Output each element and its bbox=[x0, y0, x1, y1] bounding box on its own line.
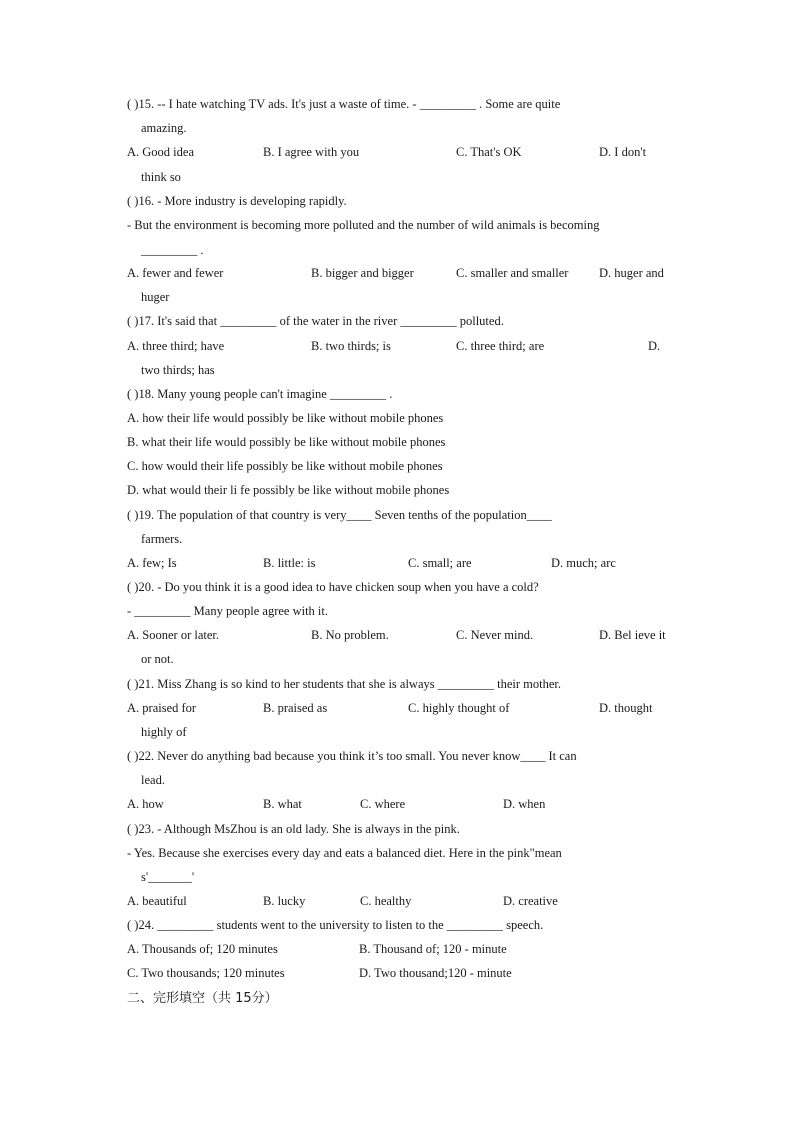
q22-option-b: B. what bbox=[263, 797, 302, 811]
q20-option-c: C. Never mind. bbox=[456, 628, 534, 642]
q22-stem: ( )22. Never do anything bad because you think it’s too small. You never know____ It can bbox=[127, 749, 577, 763]
q19-option-b: B. little: is bbox=[263, 556, 316, 570]
q21-option-d: D. thought bbox=[599, 701, 653, 715]
q24-option-a: A. Thousands of; 120 minutes bbox=[127, 942, 278, 956]
q20-option-d-cont: or not. bbox=[141, 652, 174, 666]
q15-option-d: D. I don't bbox=[599, 145, 647, 159]
q24-option-c: C. Two thousands; 120 minutes bbox=[127, 966, 285, 980]
q19-option-d: D. much; arc bbox=[551, 556, 616, 570]
q17-option-c: C. three third; are bbox=[456, 339, 545, 353]
q20-option-a: A. Sooner or later. bbox=[127, 628, 219, 642]
q21-option-d-cont: highly of bbox=[141, 725, 187, 739]
q22-option-c: C. where bbox=[360, 797, 406, 811]
q18-option-c: C. how would their life possibly be like without mobile phones bbox=[127, 459, 443, 473]
q21-option-b: B. praised as bbox=[263, 701, 328, 715]
q20-option-d: D. Bel ieve it bbox=[599, 628, 666, 642]
q16-stem-2: - But the environment is becoming more polluted and the number of wild animals is becoming bbox=[127, 218, 600, 232]
q16-option-d-cont: huger bbox=[141, 290, 170, 304]
q15-option-d-cont: think so bbox=[141, 170, 181, 184]
q18-option-d: D. what would their li fe possibly be like without mobile phones bbox=[127, 483, 450, 497]
q24-stem: ( )24. _________ students went to the university to listen to the _________ speech. bbox=[127, 918, 544, 932]
section-heading-cloze: 二、完形填空（共 15分） bbox=[127, 991, 278, 1006]
q21-option-a: A. praised for bbox=[127, 701, 197, 715]
q19-option-a: A. few; Is bbox=[127, 556, 177, 570]
q15-option-b: B. I agree with you bbox=[263, 145, 360, 159]
q16-option-d: D. huger and bbox=[599, 266, 664, 280]
q16-option-b: B. bigger and bigger bbox=[311, 266, 414, 280]
q22-stem-cont: lead. bbox=[141, 773, 165, 787]
q23-stem-2: - Yes. Because she exercises every day and eats a balanced diet. Here in the pink"mean bbox=[127, 846, 562, 860]
q16-option-c: C. smaller and smaller bbox=[456, 266, 569, 280]
q19-stem-cont: farmers. bbox=[141, 532, 183, 546]
q17-option-d-cont: two thirds; has bbox=[141, 363, 215, 377]
q23-option-a: A. beautiful bbox=[127, 894, 187, 908]
q23-option-b: B. lucky bbox=[263, 894, 306, 908]
q24-option-d: D. Two thousand;120 - minute bbox=[359, 966, 512, 980]
q22-option-d: D. when bbox=[503, 797, 546, 811]
q16-stem: ( )16. - More industry is developing rapidly. bbox=[127, 194, 347, 208]
q18-option-a: A. how their life would possibly be like without mobile phones bbox=[127, 411, 444, 425]
q23-stem: ( )23. - Although MsZhou is an old lady. She is always in the pink. bbox=[127, 822, 460, 836]
q17-option-b: B. two thirds; is bbox=[311, 339, 391, 353]
q15-option-c: C. That's OK bbox=[456, 145, 522, 159]
q22-option-a: A. how bbox=[127, 797, 164, 811]
q15-option-a: A. Good idea bbox=[127, 145, 194, 159]
q16-blank: _________ . bbox=[141, 243, 204, 257]
q15-stem-cont: amazing. bbox=[141, 121, 187, 135]
q19-option-c: C. small; are bbox=[408, 556, 472, 570]
q24-option-b: B. Thousand of; 120 - minute bbox=[359, 942, 507, 956]
q21-option-c: C. highly thought of bbox=[408, 701, 510, 715]
q23-option-d: D. creative bbox=[503, 894, 558, 908]
q19-stem: ( )19. The population of that country is very____ Seven tenths of the population____ bbox=[127, 508, 552, 522]
q20-stem-2: - _________ Many people agree with it. bbox=[127, 604, 328, 618]
q20-option-b: B. No problem. bbox=[311, 628, 389, 642]
q17-option-d: D. bbox=[648, 339, 661, 353]
q18-stem: ( )18. Many young people can't imagine _________ . bbox=[127, 387, 393, 401]
q15-stem: ( )15. -- I hate watching TV ads. It's just a waste of time. - _________ . Some are quite bbox=[127, 97, 561, 111]
q23-blank: s'_______' bbox=[141, 870, 195, 884]
q23-option-c: C. healthy bbox=[360, 894, 412, 908]
q20-stem: ( )20. - Do you think it is a good idea to have chicken soup when you have a cold? bbox=[127, 580, 539, 594]
q17-stem: ( )17. It's said that _________ of the water in the river _________ polluted. bbox=[127, 314, 504, 328]
q16-option-a: A. fewer and fewer bbox=[127, 266, 224, 280]
q17-option-a: A. three third; have bbox=[127, 339, 225, 353]
q18-option-b: B. what their life would possibly be like without mobile phones bbox=[127, 435, 446, 449]
q21-stem: ( )21. Miss Zhang is so kind to her students that she is always _________ their mother. bbox=[127, 677, 561, 691]
